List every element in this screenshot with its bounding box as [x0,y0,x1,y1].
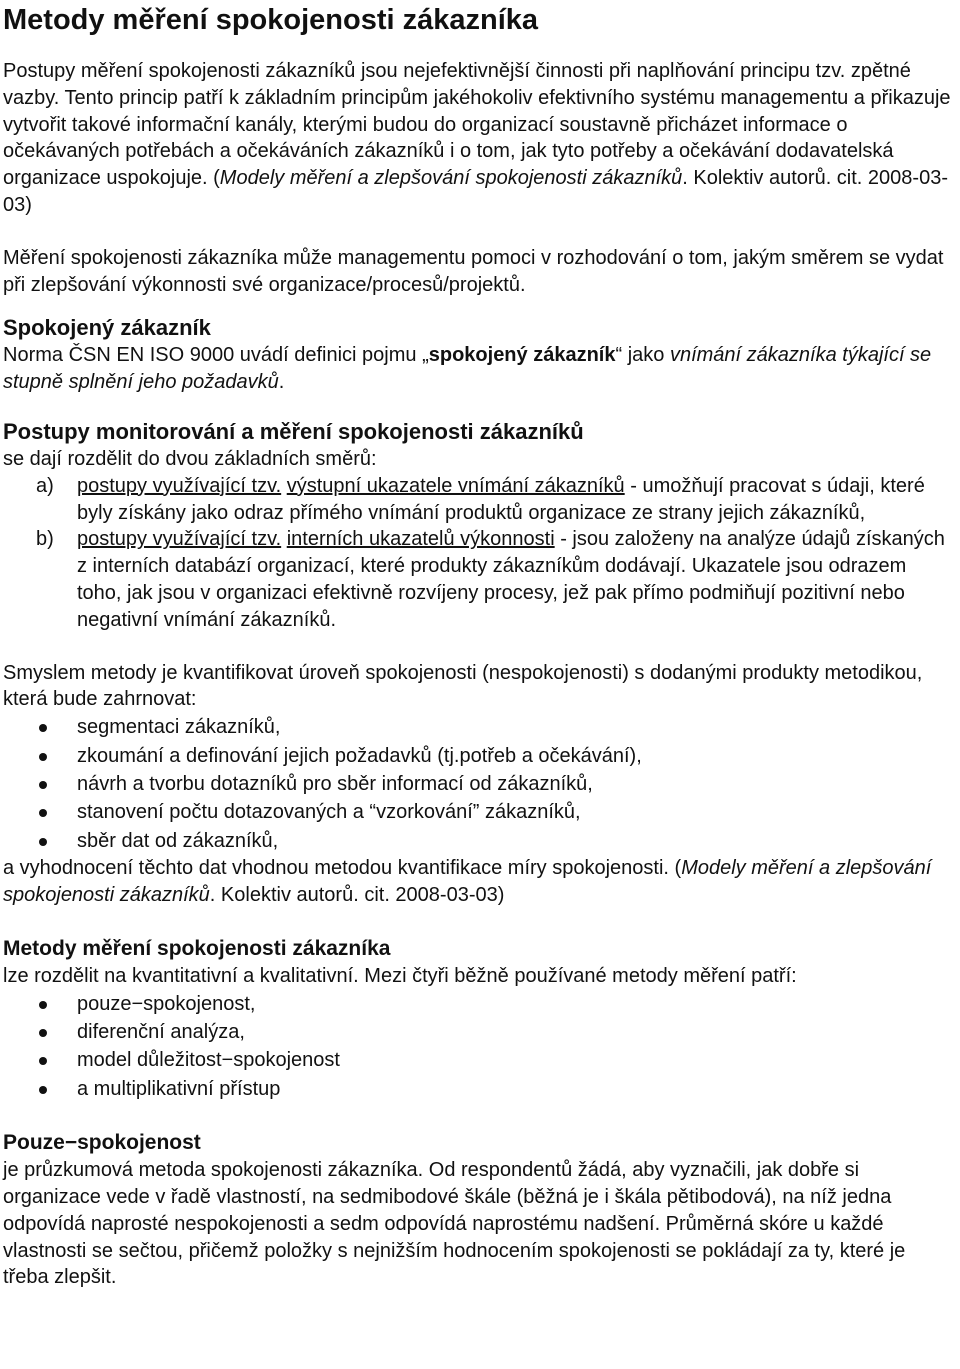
list-marker: a) [36,474,54,497]
methods-heading: Metody měření spokojenosti zákazníka [3,936,391,960]
list-item: segmentaci zákazníků, [3,713,952,741]
method-closing-paragraph [3,855,952,909]
closing-text: a vyhodnocení těchto dat vhodnou metodou kvantifikace míry spokojenosti. ( [3,857,682,880]
item-text: - umožňují pracovat s údaji, které byly získány jako odraz přímého vnímání produktů organizace ze strany jejich zákazníků, [77,474,925,524]
monitoring-list [3,473,952,634]
list-item: návrh a tvorbu dotazníků pro sběr informací od zákazníků, [3,770,952,798]
list-item: diferenční analýza, [3,1018,952,1046]
definition-text: vnímání zákazníka týkající se stupně splnění jeho požadavků [3,344,932,394]
satisfied-customer-heading: Spokojený zákazník [3,315,211,341]
item-underlined-text: postupy využívající tzv. [77,474,282,497]
list-item: a multiplikativní přístup [3,1075,952,1103]
monitoring-item-a [3,473,952,527]
item-text: - jsou založeny na analýze údajů získaných z interních databází organizací, které produkty zákazníkům dodávají. Ukazatele jsou odrazem toho, jak jsou v organizaci efektivně rozvíjeny procesy, jež pak přímo podmiňují pozitivní nebo negativní vnímání zákazníků. [77,528,945,631]
closing-source: . Kolektiv autorů. cit. 2008-03-03) [209,883,505,906]
method-bullet-list [3,713,952,855]
intro-source: . Kolektiv autorů. cit. 2008-03-03) [3,167,948,216]
definition-lead: Norma ČSN EN ISO 9000 uvádí definici pojmu „ [3,344,429,367]
only-satisfaction-heading: Pouze−spokojenost [3,1131,201,1155]
management-paragraph: Měření spokojenosti zákazníka může managementu pomoci v rozhodování o tom, jakým směrem se vydat při zlepšování výkonnosti své organizace/procesů/projektů. [3,246,944,296]
list-item: pouze−spokojenost, [3,990,952,1018]
list-marker: b) [36,528,54,551]
intro-text: Postupy měření spokojenosti zákazníků jsou nejefektivnější činnosti při naplňování principu tzv. zpětné vazby. Tento princip patří k základním principům jakéhokoliv efektivního systému managementu a přikazuje vytvořit takové informační kanály, kterými budou do organizací soustavně přicházet informace o očekávaných potřebách a očekáváních zákazníků i o tom, jak tyto potřeby a očekávání dodavatelská organizace uspokojuje. ( [3,60,951,190]
page-title: Metody měření spokojenosti zákazníka [3,4,539,36]
intro-paragraph [3,58,952,219]
defined-term: spokojený zákazník [428,344,616,367]
monitoring-item-b [3,526,952,633]
intro-citation: Modely měření a zlepšování spokojenosti zákazníků [219,167,683,190]
methods-bullet-list [3,990,952,1104]
item-underlined-text: interních ukazatelů výkonnosti [286,528,555,551]
definition-end: . [278,371,285,394]
monitoring-heading: Postupy monitorování a měření spokojenosti zákazníků [3,418,584,444]
list-item: zkoumání a definování jejich požadavků (tj.potřeb a očekávání), [3,742,952,770]
list-item: stanovení počtu dotazovaných a “vzorkování” zákazníků, [3,798,952,826]
item-underlined-text: postupy využívající tzv. [77,528,282,551]
only-satisfaction-paragraph: je průzkumová metoda spokojenosti zákazníka. Od respondentů žádá, aby vyznačili, jak dobře si organizace vede v řadě vlastností, na sedmibodové škále (běžná je i škála pětibodová), na níž jedna odpovídá naprosté nespokojenosti a sedm odpovídá naprostému nadšení. Průměrná skóre u každé vlastnosti se sečtou, přičemž položky s nejnižším hodnocením spokojenosti se pokládají za ty, které je třeba zlepšit. [3,1159,906,1289]
monitoring-lead: se dají rozdělit do dvou základních směrů: [3,447,377,470]
item-underlined-text: výstupní ukazatele vnímání zákazníků [286,474,625,497]
definition-connector: “ jako [615,344,670,367]
methods-lead: lze rozdělit na kvantitativní a kvalitativní. Mezi čtyři běžně používané metody měření patří: [3,964,797,987]
list-item: model důležitost−spokojenost [3,1046,952,1074]
method-sense-paragraph: Smyslem metody je kvantifikovat úroveň spokojenosti (nespokojenosti) s dodanými produkty metodikou, která bude zahrnovat: [3,661,923,711]
satisfied-customer-definition [3,342,952,396]
closing-citation: Modely měření a zlepšování spokojenosti zákazníků [3,857,932,906]
list-item: sběr dat od zákazníků, [3,827,952,855]
